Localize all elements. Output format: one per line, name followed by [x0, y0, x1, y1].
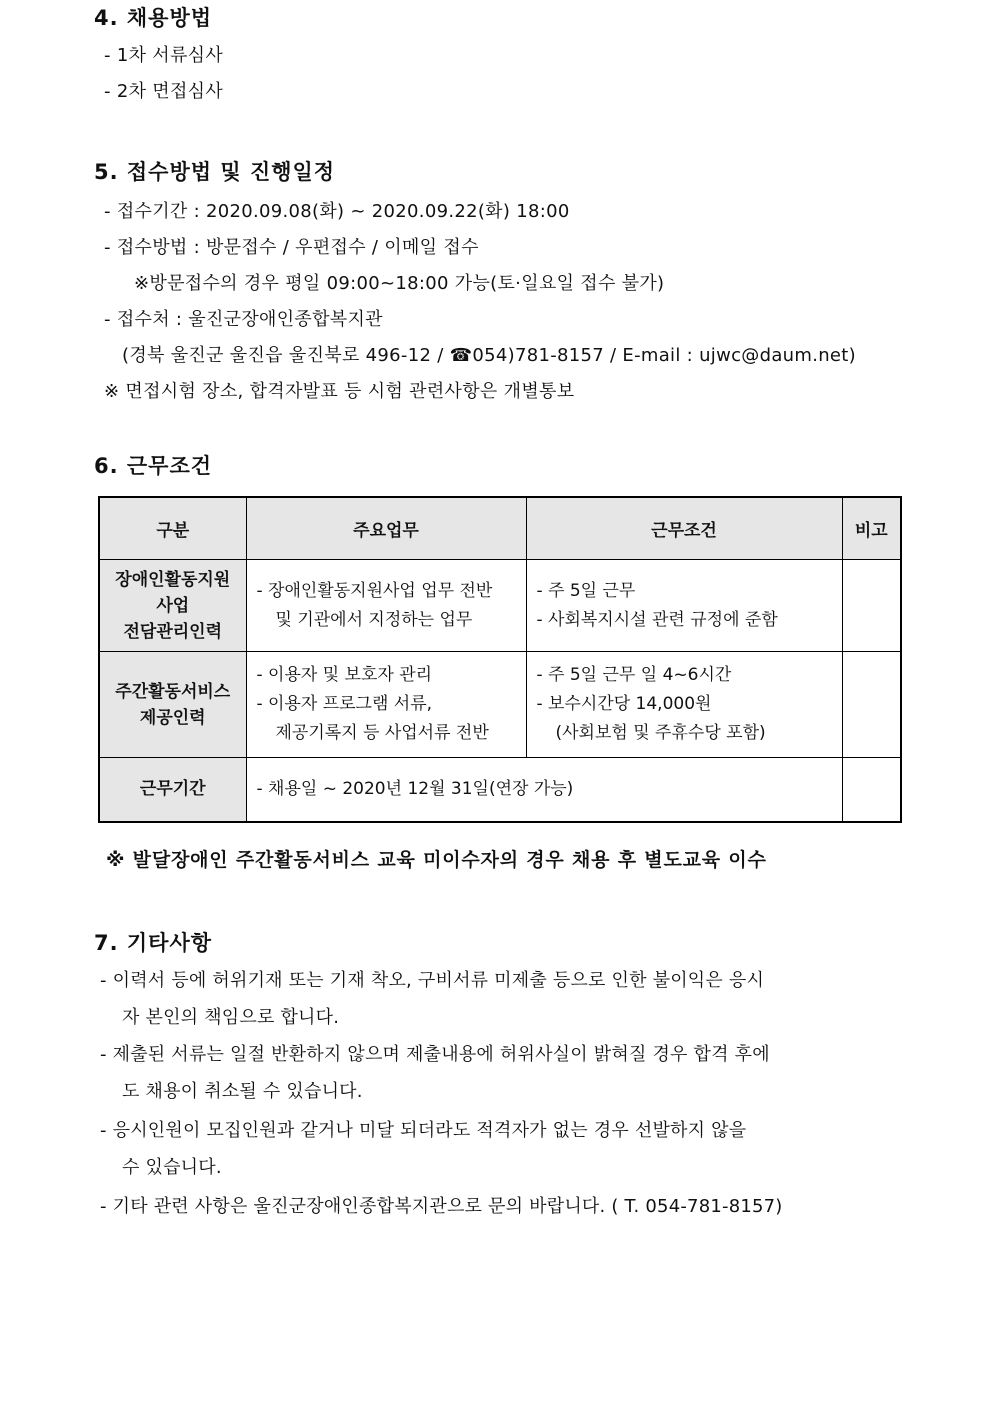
remarks-cell	[842, 758, 901, 822]
application-method: - 접수방법 : 방문접수 / 우편접수 / 이메일 접수	[104, 237, 479, 258]
other-item-line: 도 채용이 취소될 수 있습니다.	[122, 1081, 363, 1102]
other-item-line: - 응시인원이 모집인원과 같거나 미달 되더라도 적격자가 없는 경우 선발하지 않을	[100, 1120, 747, 1141]
row-label: 근무기간	[99, 758, 246, 822]
header-conditions: 근무조건	[526, 497, 842, 560]
conditions-cell	[526, 560, 842, 652]
conditions-cell	[526, 652, 842, 758]
other-item-line: 수 있습니다.	[122, 1157, 222, 1178]
duty-line: - 이용자 프로그램 서류,	[256, 694, 433, 714]
header-remarks: 비고	[842, 497, 901, 560]
training-notice: ※ 발달장애인 주간활동서비스 교육 미이수자의 경우 채용 후 별도교육 이수	[106, 849, 767, 871]
condition-line: - 주 5일 근무	[536, 580, 636, 601]
section-7-title: 7. 기타사항	[94, 931, 213, 955]
duties-cell	[246, 652, 526, 758]
other-item	[100, 1036, 900, 1110]
row-label-line: 장애인활동지원	[115, 569, 231, 590]
row-label	[99, 560, 246, 652]
exam-notice: ※ 면접시험 장소, 합격자발표 등 시험 관련사항은 개별통보	[104, 381, 575, 402]
condition-line: - 사회복지시설 관련 규정에 준함	[536, 609, 778, 630]
section-4-item: - 2차 면접심사	[104, 81, 224, 102]
row-label-line: 제공인력	[139, 707, 206, 728]
other-item-line: - 제출된 서류는 일절 반환하지 않으며 제출내용에 허위사실이 밝혀질 경우 합격 후에	[100, 1044, 770, 1065]
section-5-title: 5. 접수방법 및 진행일정	[94, 160, 336, 184]
application-address	[122, 341, 856, 367]
working-conditions-table	[98, 496, 902, 823]
condition-line: (사회보험 및 주휴수당 포함)	[555, 723, 766, 743]
table-header-row	[99, 497, 901, 560]
duty-line: - 장애인활동지원사업 업무 전반	[256, 580, 493, 601]
table-row	[99, 560, 901, 652]
header-main-duties: 주요업무	[246, 497, 526, 560]
visit-application-note: ※방문접수의 경우 평일 09:00~18:00 가능(토·일요일 접수 불가)	[134, 273, 665, 294]
header-category: 구분	[99, 497, 246, 560]
other-item	[100, 1112, 900, 1186]
remarks-cell	[842, 560, 901, 652]
work-period-cell: - 채용일 ~ 2020년 12월 31일(연장 가능)	[246, 758, 842, 822]
phone-icon: ☎	[449, 345, 473, 366]
application-place: - 접수처 : 울진군장애인종합복지관	[104, 309, 383, 330]
other-item-line: 자 본인의 책임으로 합니다.	[122, 1007, 340, 1028]
section-4-item: - 1차 서류심사	[104, 45, 224, 66]
duties-cell	[246, 560, 526, 652]
duty-line: 제공기록지 등 사업서류 전반	[275, 723, 489, 743]
address-suffix: 054)781-8157 / E-mail : ujwc@daum.net)	[472, 345, 856, 366]
other-item-line: - 기타 관련 사항은 울진군장애인종합복지관으로 문의 바랍니다. ( T. 054-781-8157)	[100, 1196, 783, 1217]
duty-line: - 이용자 및 보호자 관리	[256, 665, 433, 685]
remarks-cell	[842, 652, 901, 758]
other-item	[100, 962, 900, 1036]
table-row	[99, 758, 901, 822]
row-label-line: 사업	[156, 595, 190, 616]
address-prefix: (경북 울진군 울진읍 울진북로 496-12 /	[122, 345, 450, 366]
section-6-title: 6. 근무조건	[94, 454, 213, 478]
table-row	[99, 652, 901, 758]
section-4-title: 4. 채용방법	[94, 6, 213, 30]
row-label-line: 주간활동서비스	[115, 681, 231, 702]
condition-line: - 보수시간당 14,000원	[536, 694, 712, 714]
other-item-line: - 이력서 등에 허위기재 또는 기재 착오, 구비서류 미제출 등으로 인한 불이익은 응시	[100, 970, 765, 991]
application-period: - 접수기간 : 2020.09.08(화) ~ 2020.09.22(화) 18:00	[104, 201, 570, 222]
row-label-line: 전담관리인력	[123, 621, 223, 642]
row-label	[99, 652, 246, 758]
condition-line: - 주 5일 근무 일 4~6시간	[536, 665, 732, 685]
duty-line: 및 기관에서 지정하는 업무	[275, 609, 473, 630]
other-item	[100, 1188, 900, 1225]
